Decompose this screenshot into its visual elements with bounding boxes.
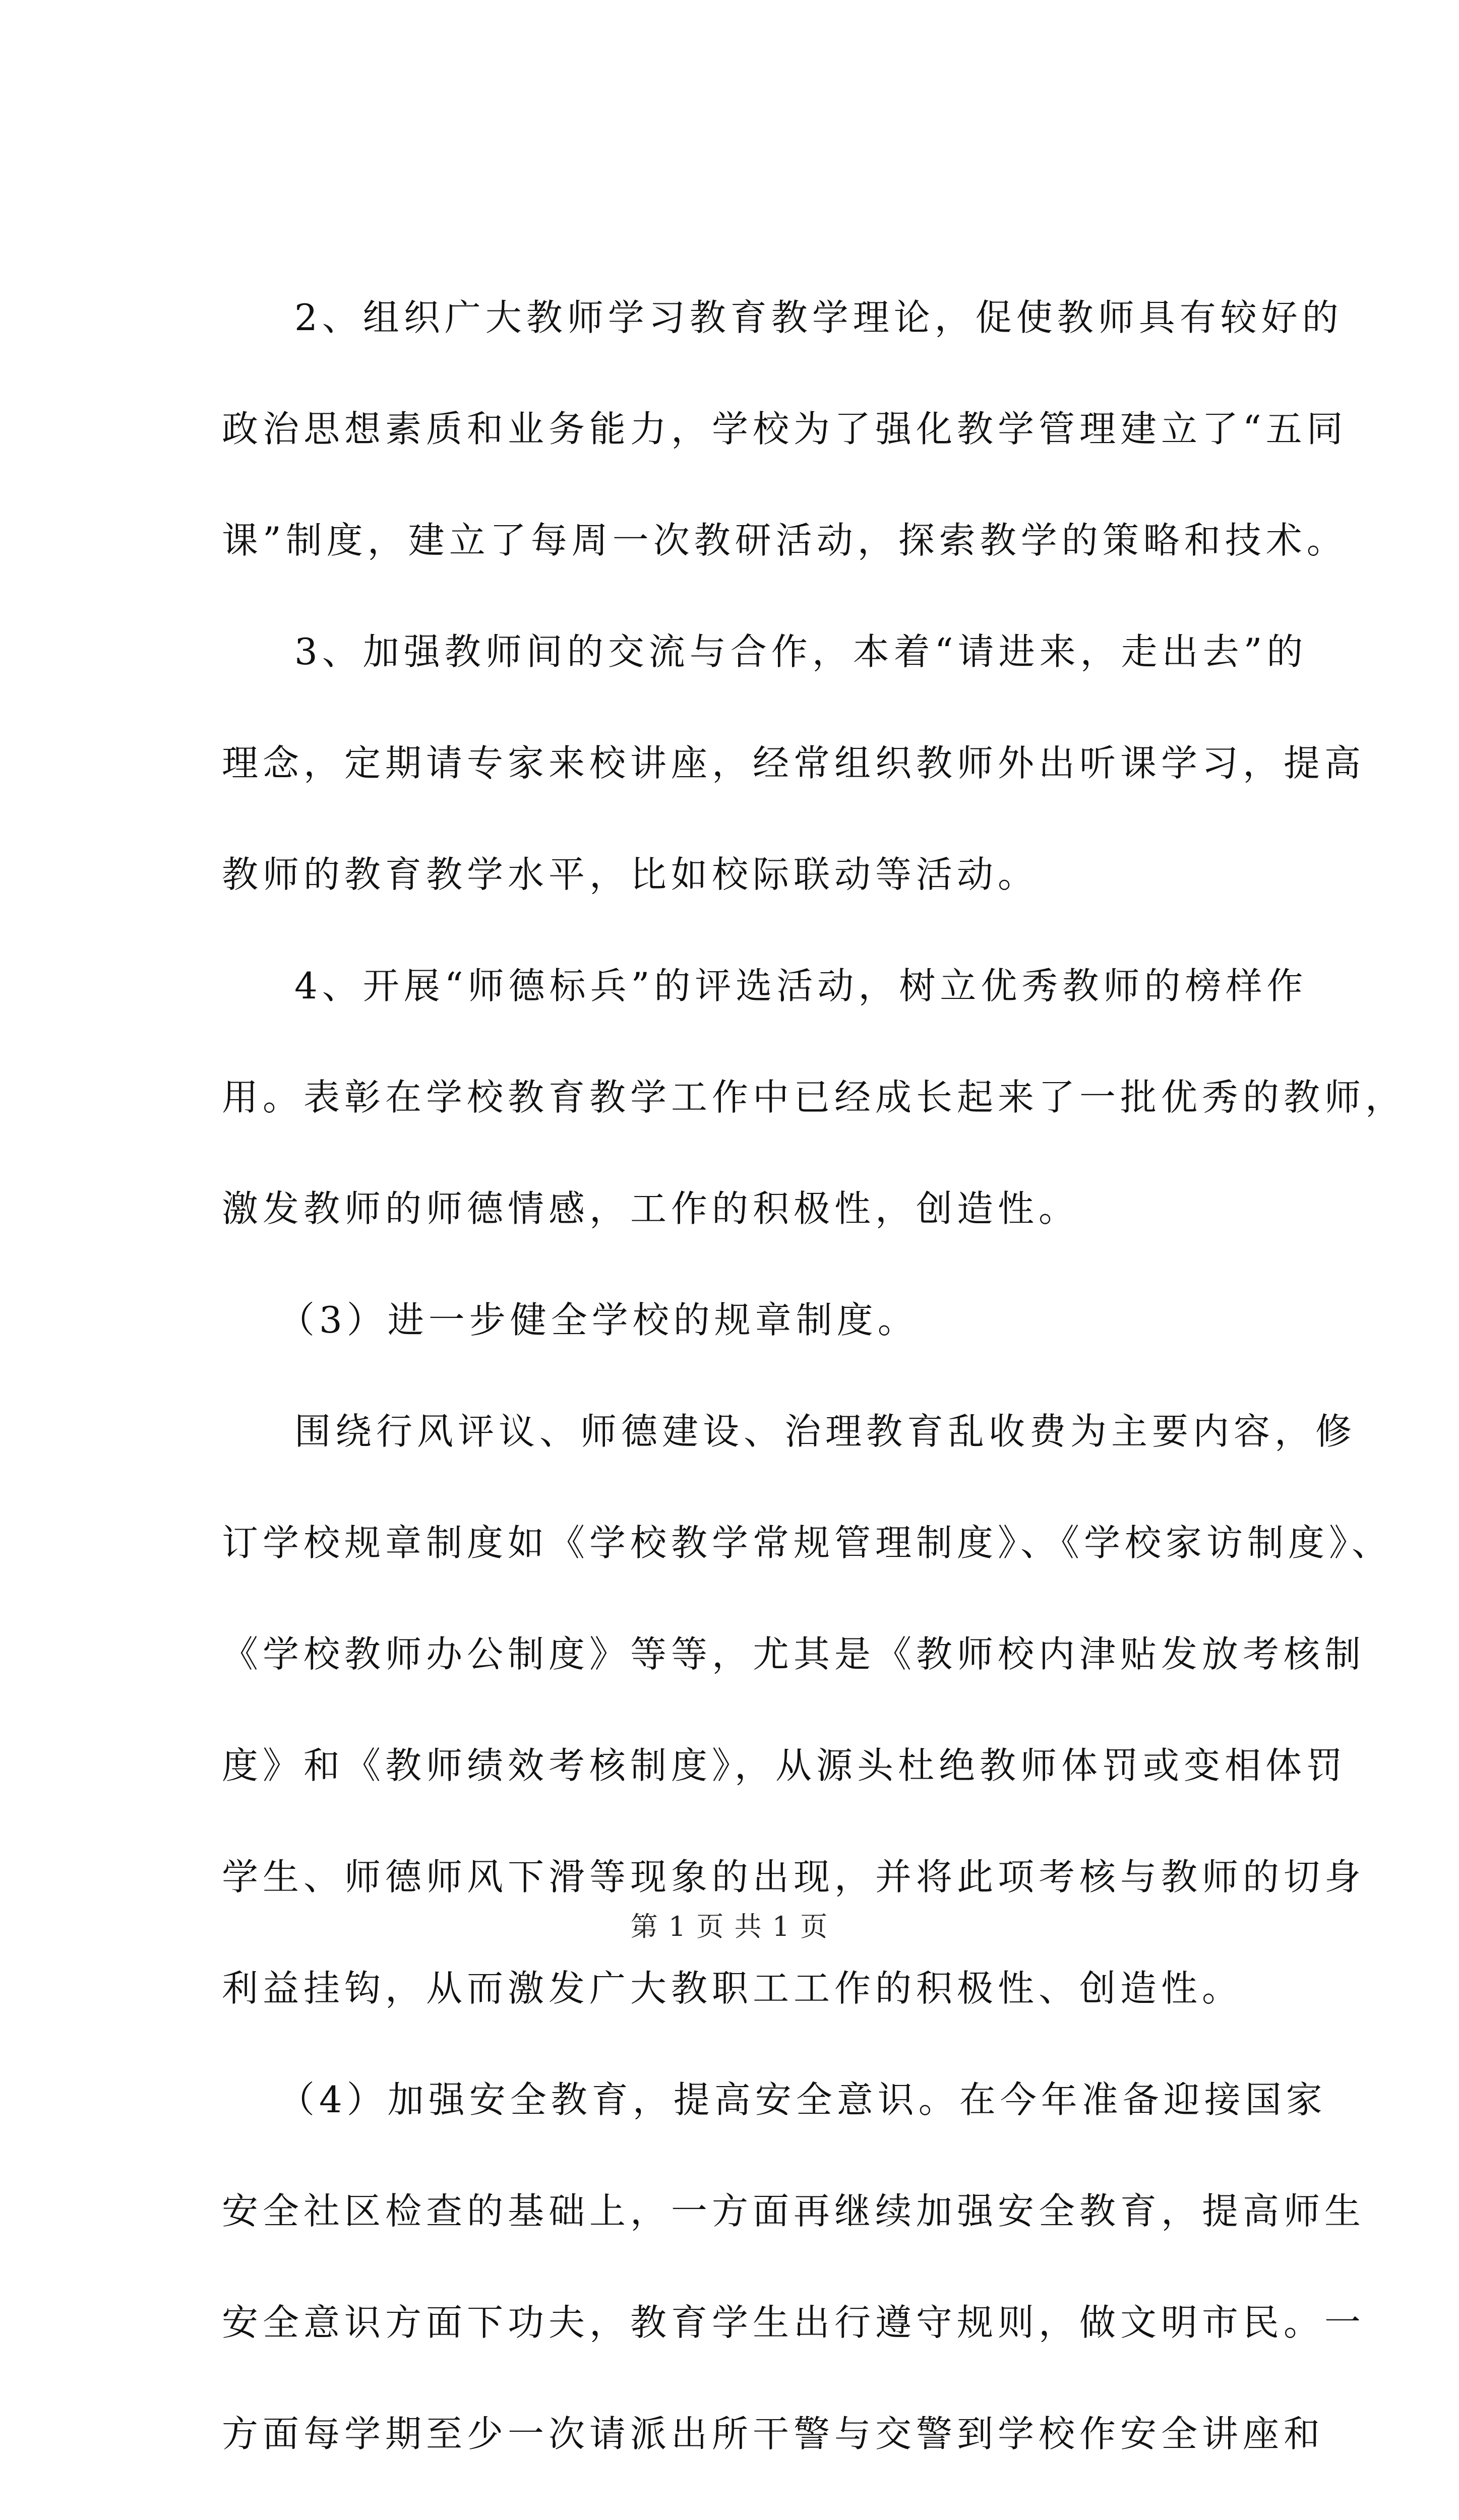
- paragraph-4-line-3: 激发教师的师德情感，工作的积极性，创造性。: [222, 1187, 1080, 1230]
- paragraph-3-line-2: 理念，定期请专家来校讲座，经常组织教师外出听课学习，提高: [222, 742, 1366, 784]
- document-body: [222, 262, 1407, 2520]
- paragraph-3-line-3: 教师的教育教学水平，比如校际联动等活动。: [222, 853, 1039, 896]
- paragraph-rules-line-1: 围绕行风评议、师德建设、治理教育乱收费为主要内容，修: [294, 1410, 1357, 1453]
- section-4-line-2: 安全社区检查的基础上，一方面再继续加强安全教育，提高师生: [222, 2190, 1366, 2232]
- paragraph-rules-line-3: 《学校教师办公制度》等等，尤其是《教师校内津贴发放考核制: [222, 1633, 1366, 1675]
- section-4-line-3: 安全意识方面下功夫，教育学生出行遵守规则，做文明市民。一: [222, 2301, 1366, 2344]
- section-4-line-5: [222, 2490, 1281, 2520]
- paragraph-2-line-2: 政治思想素质和业务能力，学校为了强化教学管理建立了“五同: [222, 408, 1348, 450]
- section-4-line-1: （4）加强安全教育，提高安全意识。在今年准备迎接国家: [278, 2078, 1327, 2121]
- paragraph-2-line-1: 2、组织广大教师学习教育教学理论，促使教师具有较好的: [294, 296, 1343, 339]
- section-4-line-4: 方面每学期至少一次请派出所干警与交警到学校作安全讲座和: [222, 2413, 1325, 2455]
- paragraph-4-line-2: 用。表彰在学校教育教学工作中已经成长起来了一批优秀的教师，: [222, 1076, 1407, 1118]
- paragraph-3-line-1: 3、加强教师间的交流与合作，本着“请进来，走出去”的: [294, 631, 1308, 673]
- section-3-heading: （3）进一步健全学校的规章制度。: [278, 1299, 919, 1341]
- paragraph-4-line-1: 4、开展“师德标兵”的评选活动，树立优秀教师的榜样作: [294, 965, 1308, 1007]
- paragraph-rules-line-6: 利益挂钩，从而激发广大教职工工作的积极性、创造性。: [222, 1967, 1243, 2009]
- page-number-footer: 第 1 页 共 1 页: [630, 1911, 829, 1942]
- paragraph-rules-line-4: 度》和《教师绩效考核制度》，从源头杜绝教师体罚或变相体罚: [222, 1744, 1348, 1787]
- paragraph-2-line-3: 课”制度，建立了每周一次教研活动，探索教学的策略和技术。: [222, 519, 1348, 561]
- paragraph-rules-line-2: 订学校规章制度如《学校教学常规管理制度》、《学校家访制度》、: [222, 1522, 1393, 1564]
- paragraph-rules-line-5: 学生、师德师风下滑等现象的出现，并将此项考核与教师的切身: [222, 1856, 1366, 1898]
